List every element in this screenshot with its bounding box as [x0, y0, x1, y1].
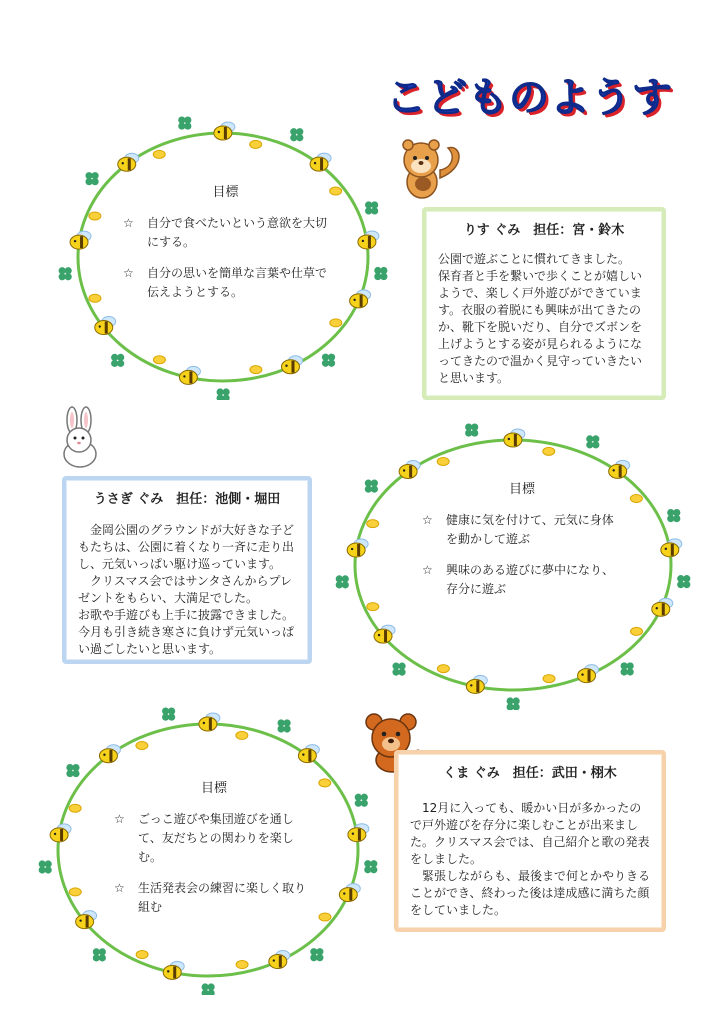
clover-icon	[290, 128, 303, 141]
leaf-icon	[631, 627, 643, 635]
goal-item: ☆ 自分で食べたいという意欲を大切にする。	[123, 214, 328, 252]
star-icon: ☆	[422, 513, 433, 527]
clover-icon	[507, 697, 520, 710]
leaf-icon	[543, 675, 555, 683]
clover-icon	[310, 948, 323, 961]
bee-icon	[350, 290, 371, 308]
clover-icon	[111, 354, 124, 367]
bee-icon	[281, 356, 302, 374]
bee-icon	[661, 539, 682, 557]
clover-icon	[85, 172, 98, 185]
goal-wreath-3	[30, 705, 390, 995]
goal-item: ☆ 自分の思いを簡単な言葉や仕草で伝えようとする。	[123, 264, 328, 302]
class-box-risu	[422, 207, 666, 400]
goal-wreath-2	[330, 420, 700, 710]
goal-box-3	[114, 779, 314, 929]
clover-icon	[39, 860, 52, 873]
bee-icon	[399, 461, 420, 479]
star-icon: ☆	[123, 266, 134, 280]
clover-icon	[277, 719, 290, 732]
leaf-icon	[543, 447, 555, 455]
bee-icon	[70, 231, 91, 249]
clover-icon	[202, 983, 215, 995]
bee-icon	[310, 153, 331, 171]
goal-item: ☆ 興味のある遊びに夢中になり、存分に遊ぶ	[422, 561, 622, 599]
leaf-icon	[330, 319, 342, 327]
class-box-kuma	[394, 750, 666, 932]
class-report: 公園で遊ぶことに慣れてきました。 保育者と手を繋いで歩くことが嬉しいようで、楽しく戸外遊びができています。衣服の着脱にも興味が出てきたのか、靴下を脱いだり、自分でズボンを上げようとする姿が見られるようになってきたので温かく見守っていきたいと思います。	[438, 252, 643, 385]
bee-icon	[578, 665, 599, 683]
goal-heading: 目標	[212, 185, 239, 200]
squirrel-icon	[396, 138, 466, 202]
bee-icon	[348, 824, 369, 842]
bee-icon	[214, 122, 235, 140]
clover-icon	[364, 860, 377, 873]
clover-icon	[93, 948, 106, 961]
class-heading: くま ぐみ 担任：武田・栩木	[443, 766, 617, 781]
leaf-icon	[367, 603, 379, 611]
rabbit-icon	[50, 406, 110, 470]
clover-icon	[162, 707, 175, 720]
bee-icon	[163, 961, 184, 979]
clover-icon	[59, 267, 72, 280]
leaf-icon	[69, 888, 81, 896]
goal-wreath-1	[55, 115, 395, 400]
leaf-icon	[319, 913, 331, 921]
leaf-icon	[136, 742, 148, 750]
bee-icon	[179, 366, 200, 384]
leaf-icon	[153, 356, 165, 364]
clover-icon	[667, 509, 680, 522]
clover-icon	[586, 435, 599, 448]
bee-icon	[652, 598, 673, 616]
leaf-icon	[89, 212, 101, 220]
leaf-icon	[630, 494, 642, 502]
leaf-icon	[236, 961, 248, 969]
bee-icon	[504, 429, 525, 447]
class-report: 金岡公園のグラウンドが大好きな子どもたちは、公園に着くなり一斉に走り出し、元気いっぱい駆け巡っています。 クリスマス会ではサンタさんからプレゼントをもらい、大満足でした。 お歌や手遊びも上手に披露できました。 今月も引き続き寒さに負けず元気いっぱい過ごしたいと思います。	[78, 523, 295, 656]
goal-box-1	[123, 183, 328, 314]
bee-icon	[269, 951, 290, 969]
star-icon: ☆	[114, 812, 125, 826]
leaf-icon	[250, 140, 262, 148]
page-title: こどものようす	[386, 75, 673, 121]
class-heading: うさぎ ぐみ 担任：池側・堀田	[93, 492, 281, 507]
goal-heading: 目標	[508, 482, 535, 497]
clover-icon	[336, 575, 349, 588]
leaf-icon	[319, 779, 331, 787]
class-heading: りす ぐみ 担任：宮・鈴木	[463, 223, 625, 238]
class-box-usagi	[62, 476, 312, 664]
goal-item: ☆ ごっこ遊びや集団遊びを通して、友だちとの関わりを楽しむ。	[114, 810, 314, 867]
clover-icon	[66, 764, 79, 777]
goal-item: ☆ 健康に気を付けて、元気に身体を動かして遊ぶ	[422, 511, 622, 549]
leaf-icon	[250, 366, 262, 374]
star-icon: ☆	[123, 216, 134, 230]
clover-icon	[621, 662, 634, 675]
bee-icon	[50, 824, 71, 842]
clover-icon	[322, 354, 335, 367]
bee-icon	[609, 460, 630, 478]
leaf-icon	[437, 457, 449, 465]
leaf-icon	[236, 731, 248, 739]
goal-heading: 目標	[200, 781, 227, 796]
goal-box-2	[422, 480, 622, 611]
bee-icon	[347, 539, 368, 557]
bee-icon	[466, 675, 487, 693]
goal-item: ☆ 生活発表会の練習に楽しく取り組む	[114, 879, 314, 917]
leaf-icon	[153, 150, 165, 158]
leaf-icon	[437, 665, 449, 673]
clover-icon	[392, 663, 405, 676]
leaf-icon	[330, 187, 342, 195]
leaf-icon	[136, 951, 148, 959]
clover-icon	[217, 388, 230, 400]
bee-icon	[298, 745, 319, 763]
bee-icon	[358, 231, 379, 249]
leaf-icon	[89, 294, 101, 302]
star-icon: ☆	[114, 881, 125, 895]
bee-icon	[118, 153, 139, 171]
clover-icon	[365, 201, 378, 214]
clover-icon	[677, 575, 690, 588]
leaf-icon	[69, 804, 81, 812]
clover-icon	[178, 116, 191, 129]
clover-icon	[355, 794, 368, 807]
bee-icon	[339, 884, 360, 902]
class-report: 12月に入っても、暖かい日が多かったので戸外遊びを存分に楽しむことが出来ました。クリスマス会では、自己紹介と歌の発表をしました。 緊張しながらも、最後まで何とかやりきることができ、終わった後は達成感に満ちた顔をしていました。	[410, 801, 651, 917]
clover-icon	[374, 267, 387, 280]
bee-icon	[199, 713, 220, 731]
clover-icon	[365, 480, 378, 493]
star-icon: ☆	[422, 563, 433, 577]
bee-icon	[99, 745, 120, 763]
leaf-icon	[367, 520, 379, 528]
clover-icon	[465, 423, 478, 436]
